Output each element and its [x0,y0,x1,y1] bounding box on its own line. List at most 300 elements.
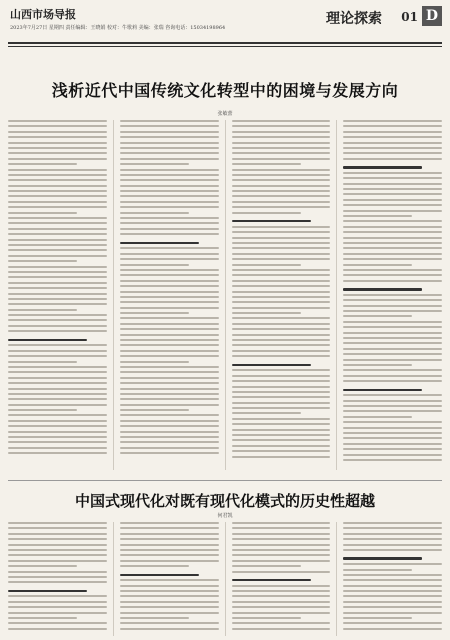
paper-name: 山西市场导报 [10,8,76,21]
text-line [232,142,331,144]
text-line [120,169,219,171]
text-line [343,400,442,402]
text-line [232,590,331,592]
text-line [120,131,219,133]
text-line [120,382,219,384]
text-line [120,201,219,203]
text-line [232,418,331,420]
subheading-line [120,242,199,244]
subheading-line [232,220,311,222]
article-separator [8,480,442,481]
text-line [120,388,219,390]
text-line [8,266,107,268]
text-line [120,125,219,127]
text-line [8,163,77,165]
text-line [120,190,219,192]
text-line [120,393,219,395]
text-line [8,120,107,122]
text-line [232,169,331,171]
article2-title: 中国式现代化对既有现代化模式的历史性超越 [74,492,375,510]
masthead-rule [8,42,442,44]
text-line [232,212,301,214]
text-line [120,233,219,235]
text-line [8,179,107,181]
text-line [232,323,331,325]
text-line [232,606,331,608]
text-line [343,549,442,551]
text-line [120,323,219,325]
text-line [120,377,219,379]
text-line [343,563,442,565]
text-line [8,361,77,363]
text-line [343,443,442,445]
text-line [343,459,442,461]
text-line [8,617,77,619]
text-line [120,447,219,449]
text-line [8,233,107,235]
text-line [232,237,331,239]
text-line [8,377,107,379]
text-line [232,195,331,197]
text-line [232,179,331,181]
text-line [120,579,219,581]
page-letter-badge: D [422,6,442,26]
text-line [120,554,219,556]
page-number: 01 [401,10,418,24]
text-line [232,571,331,573]
text-line [120,565,189,567]
text-line [232,423,331,425]
text-line [232,522,331,524]
column-divider [113,522,114,636]
article2-column-1 [8,522,107,636]
text-line [232,628,331,630]
text-line [120,404,219,406]
text-line [343,199,442,201]
text-line [120,334,219,336]
text-line [8,565,77,567]
text-line [232,231,331,233]
text-line [232,307,331,309]
text-line [8,255,107,257]
text-line [120,317,219,319]
text-line [8,147,107,149]
text-line [8,260,77,262]
text-line [120,312,189,314]
article2-author: 何君凯 [217,513,233,519]
text-line [232,538,331,540]
text-line [120,206,219,208]
text-line [232,434,331,436]
text-line [8,212,77,214]
text-line [120,398,219,400]
text-line [8,576,107,578]
text-line [8,239,107,241]
text-line [343,215,412,217]
text-line [8,371,107,373]
text-line [120,441,219,443]
text-line [8,452,107,454]
text-line [120,414,219,416]
text-line [8,298,107,300]
article1-column-1 [8,120,107,470]
subheading-line [232,364,311,366]
text-line [232,185,331,187]
text-line [232,565,301,567]
text-line [120,307,219,309]
text-line [343,606,442,608]
text-line [232,375,331,377]
text-line [120,222,219,224]
text-line [8,152,107,154]
text-line [343,405,442,407]
text-line [343,337,442,339]
text-line [232,247,331,249]
text-line [8,409,77,411]
article1-author: 张敏蕾 [217,111,233,117]
text-line [232,280,331,282]
text-line [8,244,107,246]
text-line [8,544,107,546]
text-line [232,190,331,192]
text-line [232,163,301,165]
text-line [343,242,442,244]
text-line [343,432,442,434]
text-line [120,612,219,614]
text-line [8,136,107,138]
text-line [120,595,219,597]
text-line [120,628,219,630]
text-line [343,253,442,255]
text-line [8,355,107,357]
text-line [8,293,107,295]
text-line [120,601,219,603]
text-line [8,366,107,368]
text-line [120,179,219,181]
text-line [343,574,442,576]
text-line [120,371,219,373]
text-line [8,249,107,251]
text-line [8,425,107,427]
subheading-line [8,339,87,341]
text-line [120,585,219,587]
text-line [232,301,331,303]
issue-meta-line: 2023年7月27日 星期四 责任编辑：王晓娟 校对：牛歌莉 美编：张瑞 咨询电话：15034198964 [10,25,226,31]
text-line [343,437,442,439]
text-line [343,204,442,206]
text-line [120,212,189,214]
article1-column-4 [343,120,442,470]
column-divider [225,522,226,636]
text-line [343,321,442,323]
text-line [120,355,219,357]
text-line [343,380,442,382]
text-line [8,447,107,449]
text-line [8,522,107,524]
text-line [8,169,107,171]
text-line [120,344,219,346]
text-line [8,350,107,352]
text-line [232,291,331,293]
text-line [232,402,331,404]
text-line [343,527,442,529]
text-line [343,612,442,614]
text-line [120,253,219,255]
text-line [8,185,107,187]
text-line [343,454,442,456]
text-line [8,217,107,219]
subheading-line [120,574,199,576]
text-line [120,436,219,438]
text-line [8,606,107,608]
text-line [8,125,107,127]
text-line [8,581,107,583]
text-line [343,533,442,535]
text-line [232,412,301,414]
text-line [120,296,219,298]
text-line [343,332,442,334]
text-line [232,131,331,133]
text-line [343,569,412,571]
text-line [232,407,331,409]
text-line [232,560,331,562]
text-line [232,147,331,149]
article1-column-3 [232,120,331,470]
text-line [232,549,331,551]
text-line [232,369,331,371]
text-line [120,544,219,546]
text-line [120,152,219,154]
text-line [120,247,219,249]
text-line [8,388,107,390]
text-line [232,174,331,176]
text-line [8,431,107,433]
text-line [343,299,442,301]
text-line [232,601,331,603]
text-line [8,174,107,176]
text-line [8,271,107,273]
text-line [343,421,442,423]
text-line [120,366,219,368]
column-divider [113,120,114,470]
text-line [343,188,442,190]
text-line [120,622,219,624]
text-line [343,427,442,429]
text-line [343,210,442,212]
text-line [343,342,442,344]
text-line [8,404,107,406]
text-line [232,264,301,266]
text-line [232,527,331,529]
text-line [120,147,219,149]
text-line [120,174,219,176]
subheading-line [343,557,422,559]
text-line [343,193,442,195]
article1-column-2 [120,120,219,470]
text-line [232,396,331,398]
text-line [8,222,107,224]
text-line [8,622,107,624]
text-line [120,425,219,427]
text-line [232,554,331,556]
text-line [343,310,442,312]
text-line [120,264,189,266]
text-line [343,269,442,271]
text-line [8,314,107,316]
text-line [232,439,331,441]
text-line [120,328,219,330]
text-line [343,231,442,233]
subheading-line [343,166,422,168]
text-line [120,228,219,230]
text-line [232,339,331,341]
text-line [232,206,331,208]
text-line [120,606,219,608]
text-line [232,158,331,160]
text-line [120,136,219,138]
text-line [343,237,442,239]
column-divider [225,120,226,470]
text-line [343,579,442,581]
text-line [343,595,442,597]
column-divider [336,522,337,636]
text-line [120,301,219,303]
text-line [8,571,107,573]
text-line [343,375,442,377]
text-line [8,436,107,438]
text-line [232,386,331,388]
text-line [8,393,107,395]
text-line [232,152,331,154]
text-line [343,369,442,371]
text-line [343,131,442,133]
text-line [343,147,442,149]
text-line [232,317,331,319]
text-line [120,185,219,187]
text-line [343,622,442,624]
text-line [232,350,331,352]
text-line [8,414,107,416]
text-line [232,201,331,203]
text-line [120,617,189,619]
text-line [8,142,107,144]
text-line [232,617,301,619]
text-line [120,285,219,287]
text-line [343,183,442,185]
text-line [8,533,107,535]
text-line [8,330,107,332]
text-line [120,339,219,341]
text-line [343,326,442,328]
text-line [120,258,219,260]
text-line [120,274,219,276]
text-line [8,201,107,203]
text-line [232,328,331,330]
text-line [232,226,331,228]
text-line [8,190,107,192]
text-line [232,274,331,276]
text-line [120,195,219,197]
text-line [120,452,219,454]
text-line [232,355,331,357]
text-line [8,282,107,284]
text-line [8,398,107,400]
text-line [343,544,442,546]
subheading-line [343,288,422,290]
text-line [343,585,442,587]
text-line [343,601,442,603]
section-title: 理论探索 [326,11,382,27]
text-line [120,522,219,524]
text-line [232,344,331,346]
text-line [232,380,331,382]
text-line [343,274,442,276]
text-line [8,628,107,630]
text-line [343,348,442,350]
text-line [343,538,442,540]
subheading-line [8,590,87,592]
text-line [232,429,331,431]
text-line [8,303,107,305]
text-line [8,287,107,289]
text-line [8,228,107,230]
text-line [343,226,442,228]
text-line [232,125,331,127]
text-line [120,420,219,422]
text-line [343,177,442,179]
text-line [8,158,107,160]
text-line [8,206,107,208]
text-line [343,359,442,361]
text-line [232,296,331,298]
text-line [343,152,442,154]
text-line [120,350,219,352]
article2-body [8,522,442,636]
text-line [232,456,331,458]
text-line [120,538,219,540]
text-line [343,353,442,355]
text-line [120,431,219,433]
text-line [120,280,219,282]
text-line [232,258,331,260]
text-line [343,364,412,366]
text-line [343,172,442,174]
text-line [343,315,412,317]
text-line [232,445,331,447]
text-line [343,305,442,307]
text-line [343,280,442,282]
text-line [232,120,331,122]
text-line [120,291,219,293]
text-line [343,294,442,296]
text-line [343,142,442,144]
subheading-line [343,389,422,391]
text-line [232,450,331,452]
article2-column-3 [232,522,331,636]
text-line [343,158,442,160]
text-line [343,247,442,249]
text-line [120,217,219,219]
text-line [343,264,412,266]
text-line [343,136,442,138]
text-line [343,628,442,630]
text-line [232,312,301,314]
text-line [120,527,219,529]
text-line [120,120,219,122]
text-line [232,595,331,597]
text-line [120,590,219,592]
article1-body [8,120,442,470]
